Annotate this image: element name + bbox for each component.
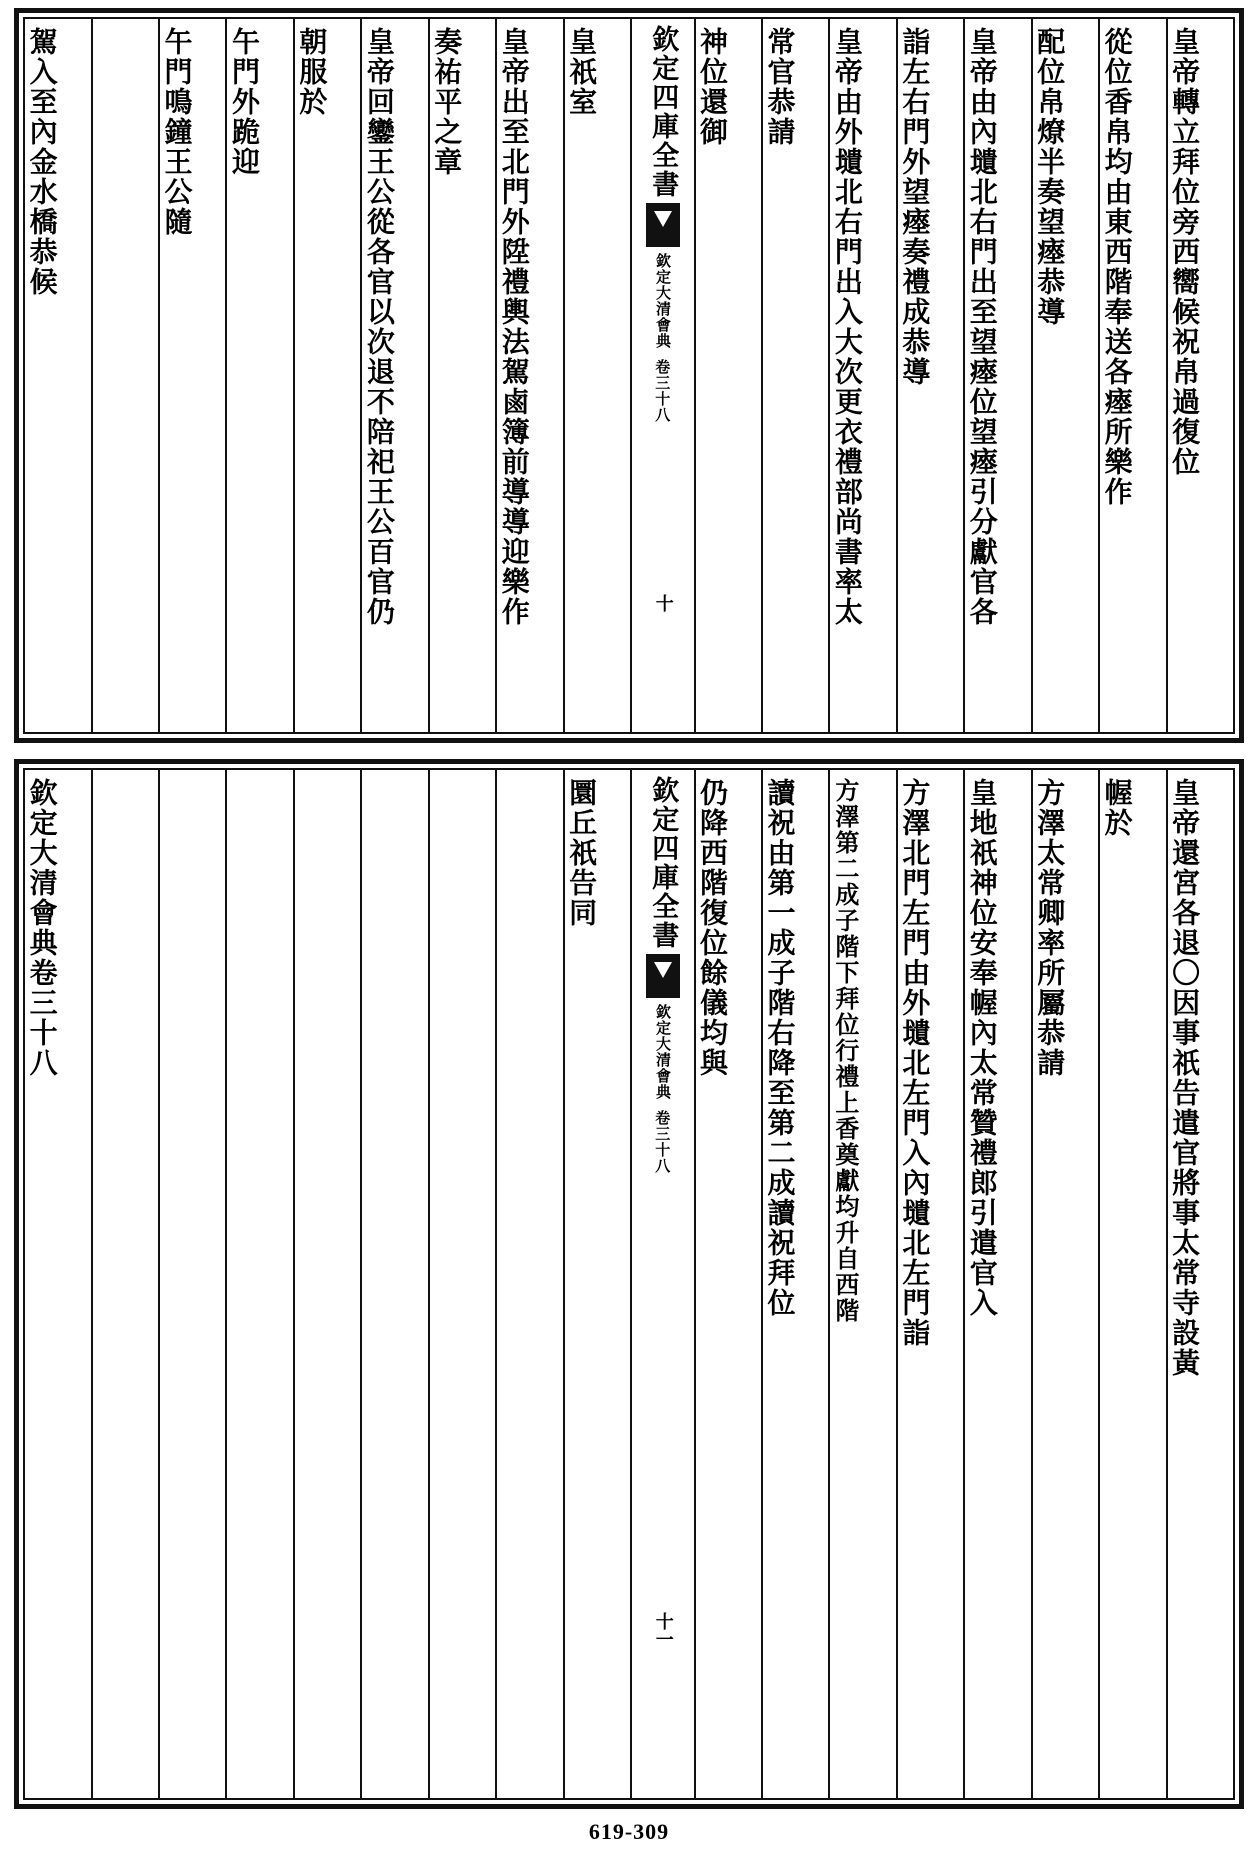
siku-banner-mark-icon [646,203,680,247]
column-text: 皇帝由外壝北右門出入大次更衣禮部尚書率太 [830,27,864,627]
text-column [694,19,761,732]
siku-banner-title: 欽定四庫全書 [647,776,679,950]
siku-banner-juan: 卷三十八 [653,359,672,423]
column-text: 午門鳴鐘王公隨 [160,27,194,237]
text-column [563,770,630,1798]
siku-banner-juan: 卷三十八 [653,1110,672,1174]
column-text: 駕入至內金水橋恭候 [25,27,59,297]
text-column [25,19,90,732]
text-column [694,770,761,1798]
siku-banner-subtitle: 欽定大清會典 [654,1004,673,1100]
text-column [761,19,828,732]
siku-banner-subtitle: 欽定大清會典 [654,253,673,349]
column-text: 方澤北門左門由外壝北左門入內壝北左門詣 [898,778,932,1348]
text-column [428,19,495,732]
text-column-blank [91,19,158,732]
scan-leaf-bottom [14,759,1244,1809]
column-text: 朝服於 [295,27,329,117]
page-footer-number: 619-309 [588,1819,670,1844]
leaf-page-number: 十一 [652,1612,674,1648]
text-column [963,19,1030,732]
text-column-blank [91,770,158,1798]
siku-banner-title: 欽定四庫全書 [647,25,679,199]
column-text: 神位還御 [696,27,730,147]
column-text: 從位香帛均由東西階奉送各瘞所樂作 [1100,27,1134,507]
text-column [1031,770,1098,1798]
column-text: 皇地祇神位安奉幄內太常贊禮郎引遣官入 [965,778,999,1318]
column-text: 常官恭請 [763,27,797,147]
siku-banner-column [630,19,693,732]
text-column [495,19,562,732]
leaf-top-frame [23,17,1235,734]
column-text: 詣左右門外望瘞奏禮成恭導 [898,27,932,387]
column-text: 皇帝出至北門外陞禮輿法駕鹵簿前導導迎樂作 [497,27,531,627]
text-column [225,19,292,732]
text-column-blank [495,770,562,1798]
text-column [828,770,895,1798]
text-column [158,19,225,732]
text-column [563,19,630,732]
column-text: 奏祐平之章 [430,27,464,177]
siku-banner-mark-icon [646,954,680,998]
siku-banner-column [630,770,693,1798]
text-column [828,19,895,732]
text-column-blank [428,770,495,1798]
column-text: 午門外跪迎 [227,27,261,177]
text-column [1098,19,1165,732]
text-column [963,770,1030,1798]
text-column-blank [225,770,292,1798]
column-text: 皇祇室 [565,27,599,117]
text-column-colophon [25,770,90,1798]
text-column [360,19,427,732]
text-column [896,19,963,732]
column-text: 配位帛燎半奏望瘞恭導 [1033,27,1067,327]
text-column-blank [293,770,360,1798]
column-text: 方澤太常卿率所屬恭請 [1033,778,1067,1078]
text-column-blank [360,770,427,1798]
scan-leaf-top [14,8,1244,743]
text-column [896,770,963,1798]
column-text: 欽定大清會典卷三十八 [25,778,59,1078]
leaf-page-number: 十 [652,594,674,612]
column-text: 皇帝由內壝北右門出至望瘞位望瘞引分獻官各 [965,27,999,627]
text-column [293,19,360,732]
column-text: 皇帝還宮各退〇因事祇告遣官將事太常寺設黃 [1168,778,1202,1378]
text-column-blank [158,770,225,1798]
text-column [1166,19,1233,732]
text-column [1166,770,1233,1798]
leaf-bottom-frame [23,768,1235,1800]
column-text: 仍降西階復位餘儀均與 [696,778,730,1078]
column-text: 圜丘祇告同 [565,778,599,928]
text-column [761,770,828,1798]
column-text: 皇帝回鑾王公從各官以次退不陪祀王公百官仍 [362,27,396,627]
text-column [1031,19,1098,732]
column-text: 幄於 [1100,778,1134,838]
column-text: 皇帝轉立拜位旁西嚮候祝帛過復位 [1168,27,1202,477]
column-text: 方澤第二成子階下拜位行禮上香奠獻均升自西階 [830,778,860,1324]
column-text: 讀祝由第一成子階右降至第二成讀祝拜位 [763,778,797,1318]
text-column [1098,770,1165,1798]
